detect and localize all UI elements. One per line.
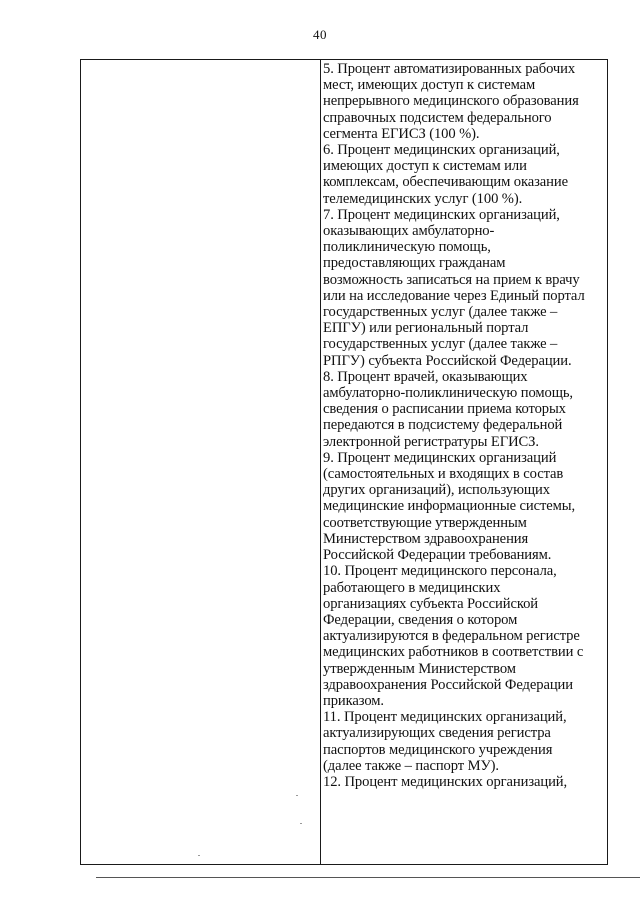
table-left-column xyxy=(81,60,321,864)
table-right-column xyxy=(323,61,605,865)
list-item-9: 9. Процент медицинских организаций (самостоятельных и входящих в состав других организаций), использующих медицинские информационные системы, соответствующие утвержденным Министерством здравоохранения Российской Федерации требованиям. xyxy=(323,449,576,564)
list-item-5: 5. Процент автоматизированных рабочих мест, имеющих доступ к системам непрерывного медицинского образования справочных подсистем федерального сегмента ЕГИСЗ (100 %). xyxy=(323,61,579,142)
scan-speck xyxy=(300,823,302,824)
list-item-12: 12. Процент медицинских организаций, xyxy=(323,773,568,790)
scan-speck xyxy=(296,795,298,796)
document-table xyxy=(80,59,608,865)
bottom-rule xyxy=(96,877,640,878)
list-item-6: 6. Процент медицинских организаций, имеющих доступ к системам или комплексам, обеспечивающим оказание телемедицинских услуг (100 %). xyxy=(323,142,568,207)
list-item-7: 7. Процент медицинских организаций, оказывающих амбулаторно- поликлиническую помощь, предоставляющих гражданам возможность записаться на прием к врачу или на исследование через Единый портал государственных услуг (далее также – ЕПГУ) или региональный портал государственных услуг (далее также – РПГУ) субъекта Российской Федерации. xyxy=(323,206,585,369)
scan-speck xyxy=(198,855,200,856)
list-item-8: 8. Процент врачей, оказывающих амбулаторно-поликлиническую помощь, сведения о расписании приема которых передаются в подсистему федеральной электронной регистратуры ЕГИСЗ. xyxy=(323,368,573,450)
page-number: 40 xyxy=(313,27,327,42)
list-item-11: 11. Процент медицинских организаций, актуализирующих сведения регистра паспортов медицинского учреждения (далее также – паспорт МУ). xyxy=(323,709,567,774)
list-item-10: 10. Процент медицинского персонала, работающего в медицинских организациях субъекта Российской Федерации, сведения о котором актуализируются в федеральном регистре медицинских работников в соответствии с утвержденным Министерством здравоохранения Российской Федерации приказом. xyxy=(323,563,584,709)
